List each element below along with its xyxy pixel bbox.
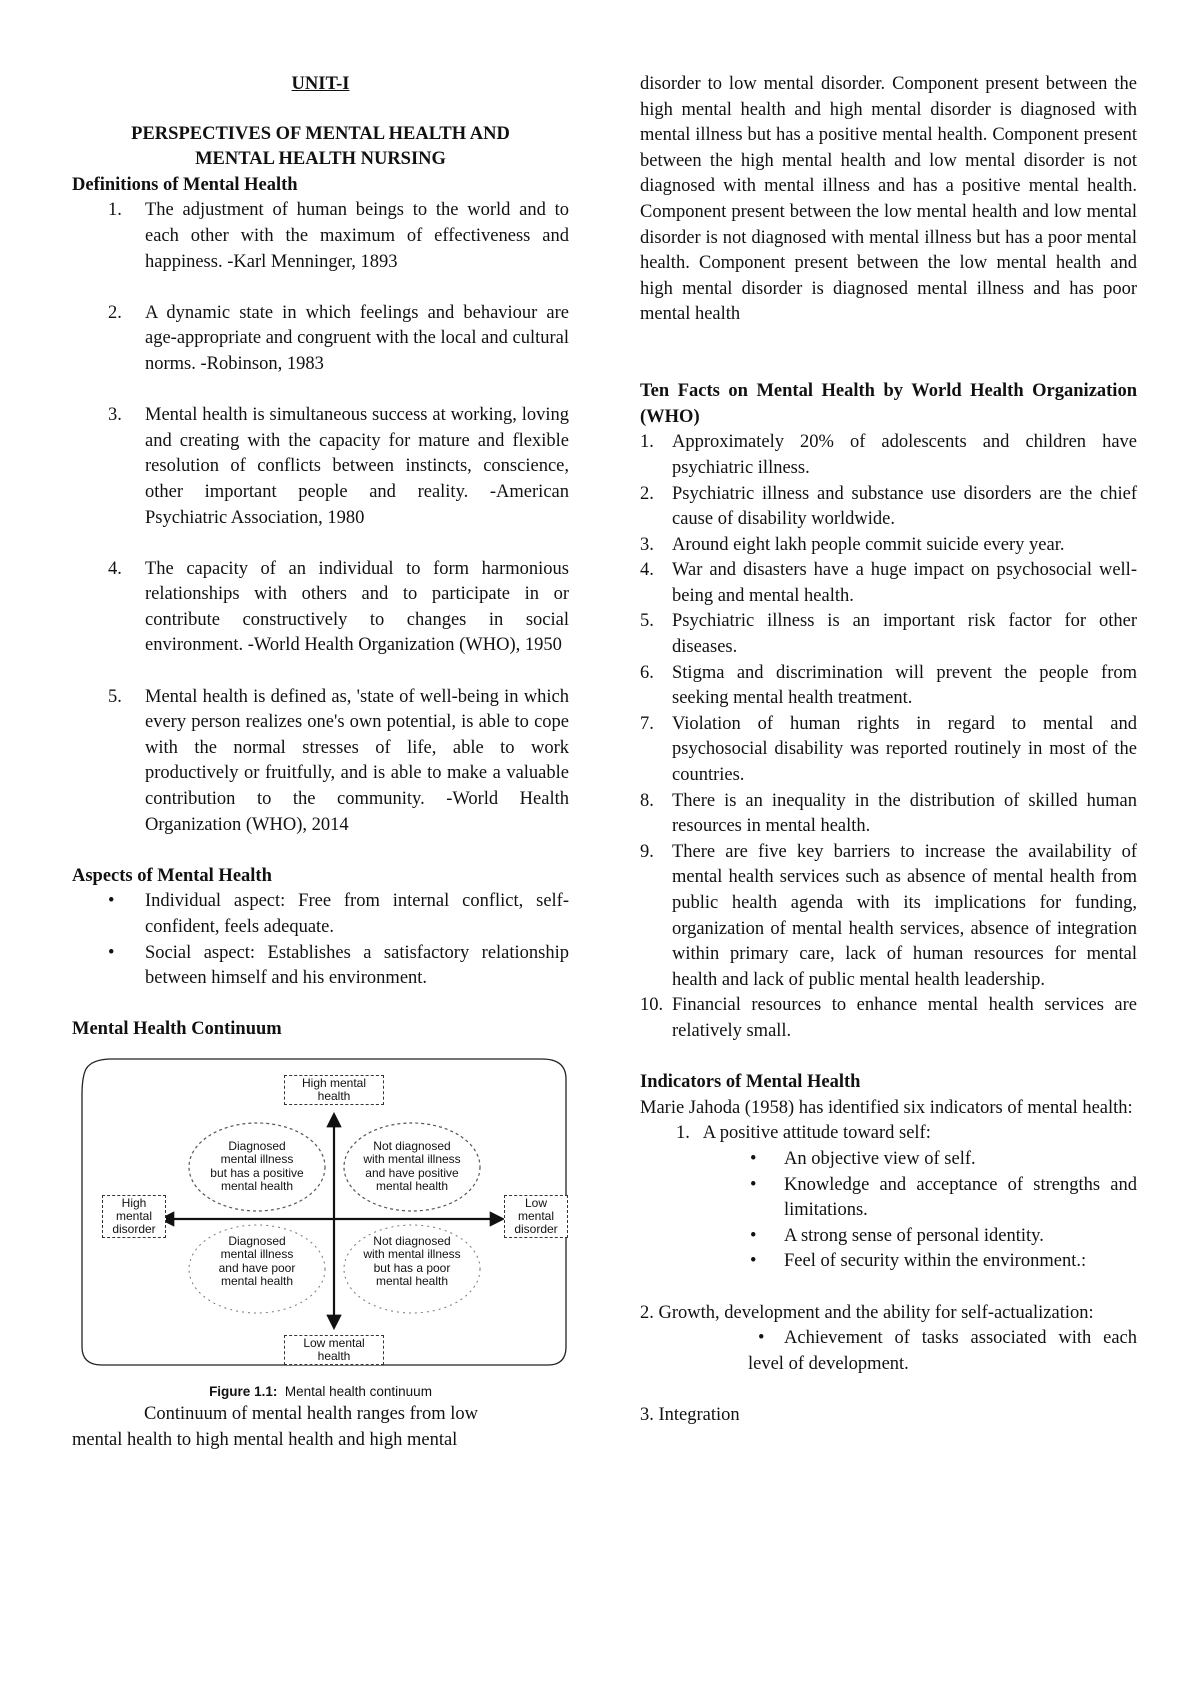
item-number: 10.	[640, 995, 664, 1016]
item-text: There is an inequality in the distribution of skilled human resources in mental health.	[672, 790, 1137, 837]
item-number: 5.	[640, 611, 654, 632]
item-text: Psychiatric illness and substance use disorders are the chief cause of disability worldwide.	[672, 483, 1137, 530]
indicator-bullet	[640, 1147, 1137, 1173]
item-text: Stigma and discrimination will prevent the people from seeking mental health treatment.	[672, 662, 1137, 709]
item-text: Mental health is defined as, 'state of well-being in which every person realizes one's own potential, is able to cope with the normal stresses of life, able to work productively or fruitfully, and is able to make a valuable contribution to the community. -World Health Organization (WHO), 2014	[145, 686, 569, 835]
low-mental-health-box	[284, 1335, 384, 1365]
fact-item	[640, 661, 1137, 712]
aspect-item	[72, 889, 569, 940]
bullet-icon: •	[750, 1225, 757, 1246]
quad-line: but has a positive	[210, 1165, 304, 1180]
caption-text: Mental health continuum	[284, 1383, 432, 1399]
item-text: The adjustment of human beings to the world and to each other with the maximum of effectiveness and happiness. -Karl Menninger, 1893	[145, 200, 569, 272]
indicator-bullet	[640, 1249, 1137, 1275]
fact-item	[640, 482, 1137, 533]
continuum-heading: Mental Health Continuum	[72, 1019, 282, 1040]
quad-line: mental health	[375, 1179, 449, 1194]
indicator-item-3: 3. Integration	[640, 1404, 740, 1425]
item-text: The capacity of an individual to form harmonious relationships with others and to participate in or contribute constructively to changes in social environment. -World Health Organization (WHO), 1950	[145, 558, 569, 656]
ten-facts-heading: Ten Facts on Mental Health by World Health Organization (WHO)	[640, 381, 1137, 427]
box-line: health	[317, 1088, 351, 1103]
definition-item	[72, 557, 569, 659]
quad-line: Not diagnosed	[373, 1233, 451, 1248]
figure-caption	[72, 1379, 569, 1405]
box-line: disorder	[514, 1221, 558, 1236]
continuum-figure	[72, 1055, 569, 1399]
low-mental-disorder-box	[504, 1195, 568, 1238]
box-line: health	[317, 1348, 351, 1363]
item-text: Approximately 20% of adolescents and children have psychiatric illness.	[672, 432, 1137, 478]
quad-line: mental illness	[220, 1247, 294, 1262]
item-number: 6.	[640, 662, 654, 683]
bullet-icon: •	[758, 1328, 765, 1349]
definition-item	[72, 685, 569, 839]
aspects-list	[72, 889, 569, 991]
paragraph-line: mental health to high mental health and high mental	[72, 1429, 458, 1450]
item-text: A dynamic state in which feelings and behaviour are age-appropriate and congruent with the local and cultural norms. -Robinson, 1983	[145, 302, 569, 374]
bullet-icon: •	[108, 891, 115, 912]
box-line: Low mental	[303, 1335, 365, 1350]
item-number: 1.	[108, 200, 122, 221]
quad-line: mental health	[220, 1274, 294, 1289]
item-text: Violation of human rights in regard to mental and psychosocial disability was reported routinely in most of the countries.	[672, 713, 1137, 786]
indicators-intro: Marie Jahoda (1958) has identified six indicators of mental health:	[640, 1097, 1133, 1118]
definitions-list	[72, 198, 569, 838]
fact-item	[640, 430, 1137, 481]
item-number: 9.	[640, 841, 654, 862]
quad-line: and have positive	[365, 1165, 459, 1180]
indicator-item-2: 2. Growth, development and the ability for self-actualization:	[640, 1302, 1094, 1323]
item-number: 7.	[640, 713, 654, 734]
item-text: Feel of security within the environment.:	[784, 1251, 1087, 1272]
item-number: 3.	[108, 405, 122, 426]
item-number: 8.	[640, 790, 654, 811]
high-mental-health-box	[284, 1075, 384, 1105]
quad-line: with mental illness	[363, 1247, 461, 1262]
box-line: mental	[115, 1208, 153, 1223]
quad-line: mental health	[220, 1179, 294, 1194]
aspect-item	[72, 941, 569, 992]
indicator-item-1: 1. A positive attitude toward self:	[676, 1123, 931, 1144]
bullet-icon: •	[750, 1148, 757, 1169]
item-text: Social aspect: Establishes a satisfactory relationship between himself and his environment.	[145, 942, 569, 989]
quad-line: Diagnosed	[228, 1233, 286, 1248]
paragraph-line: Continuum of mental health ranges from low	[144, 1403, 478, 1424]
fact-item	[640, 840, 1137, 994]
high-mental-disorder-box	[102, 1195, 166, 1238]
item-text: An objective view of self.	[784, 1148, 976, 1169]
box-line: High mental	[301, 1075, 367, 1090]
box-line: disorder	[112, 1221, 156, 1236]
quad-line: mental illness	[220, 1152, 294, 1167]
fact-item	[640, 609, 1137, 660]
item-number: 4.	[640, 560, 654, 581]
quad-line: and have poor	[218, 1260, 296, 1275]
right-column	[640, 72, 1137, 1428]
box-line: mental	[517, 1208, 555, 1223]
item-number: 2.	[640, 483, 654, 504]
fact-item	[640, 993, 1137, 1044]
bullet-icon: •	[750, 1174, 757, 1195]
fact-item	[640, 533, 1137, 559]
item-number: 2.	[108, 302, 122, 323]
quad-line: with mental illness	[363, 1152, 461, 1167]
continuum-paragraph-start	[72, 1402, 569, 1453]
item-text: War and disasters have a huge impact on psychosocial well-being and mental health.	[672, 560, 1137, 606]
fact-item	[640, 558, 1137, 609]
definition-item	[72, 198, 569, 275]
ten-facts-list	[640, 430, 1137, 1044]
page-title-line-2: MENTAL HEALTH NURSING	[195, 149, 446, 170]
quad-line: Diagnosed	[228, 1138, 286, 1153]
item-text: Knowledge and acceptance of strengths and limitations.	[784, 1174, 1137, 1221]
caption-label: Figure 1.1:	[209, 1383, 278, 1399]
quad-line: mental health	[375, 1274, 449, 1289]
quadrant-top-left	[192, 1140, 322, 1194]
quadrant-top-right	[347, 1140, 477, 1194]
continuum-paragraph-continued: disorder to low mental disorder. Component present between the high mental health and high mental disorder is diagnosed with mental illness but has a positive mental health. Component present between the high mental health and low mental disorder is not diagnosed with mental illness and has a positive mental health. Component present between the low mental health and low mental disorder is not diagnosed with mental illness but has a poor mental health. Component present between the low mental health and high mental disorder is diagnosed mental illness and has poor mental health	[640, 74, 1137, 325]
unit-title: UNIT-I	[291, 74, 350, 94]
item-number: 3.	[640, 534, 654, 555]
quadrant-bottom-left	[192, 1235, 322, 1289]
item-text: Mental health is simultaneous success at working, loving and creating with the capacity for mature and flexible resolution of conflicts between instincts, conscience, other important people and reality. -American Psychiatric Association, 1980	[145, 405, 569, 528]
item-text: Around eight lakh people commit suicide every year.	[672, 534, 1065, 555]
definition-item	[72, 403, 569, 531]
quadrant-bottom-right	[347, 1235, 477, 1289]
item-text: Psychiatric illness is an important risk factor for other diseases.	[672, 611, 1137, 658]
item-text: There are five key barriers to increase the availability of mental health services such as absence of mental health from public health agenda with its implications for funding, organization of mental health services, absence of integration within primary care, lack of human resources for mental health and lack of public mental health leadership.	[672, 841, 1137, 990]
box-line: Low	[524, 1195, 547, 1210]
bullet-icon: •	[750, 1251, 757, 1272]
quad-line: Not diagnosed	[373, 1138, 451, 1153]
bullet-icon: •	[108, 942, 115, 963]
indicator-2-bullets	[640, 1326, 1137, 1377]
definition-item	[72, 301, 569, 378]
item-number: 5.	[108, 686, 122, 707]
definitions-heading: Definitions of Mental Health	[72, 174, 298, 195]
item-text: Achievement of tasks associated with each level of development.	[748, 1328, 1137, 1374]
indicator-bullet	[640, 1326, 1137, 1377]
fact-item	[640, 789, 1137, 840]
aspects-heading: Aspects of Mental Health	[72, 865, 272, 886]
quad-line: but has a poor	[373, 1260, 451, 1275]
item-number: 4.	[108, 558, 122, 579]
indicators-heading: Indicators of Mental Health	[640, 1072, 861, 1093]
indicator-bullet	[640, 1173, 1137, 1224]
item-text: Financial resources to enhance mental health services are relatively small.	[672, 995, 1137, 1041]
box-line: High	[121, 1195, 147, 1210]
fact-item	[640, 712, 1137, 789]
item-number: 1.	[640, 432, 654, 453]
indicator-1-bullets	[640, 1147, 1137, 1275]
item-text: A strong sense of personal identity.	[784, 1225, 1044, 1246]
page-title-line-1: PERSPECTIVES OF MENTAL HEALTH AND	[131, 123, 510, 144]
item-text: Individual aspect: Free from internal conflict, self- confident, feels adequate.	[145, 891, 569, 937]
indicator-bullet	[640, 1224, 1137, 1250]
left-column	[72, 72, 569, 1453]
